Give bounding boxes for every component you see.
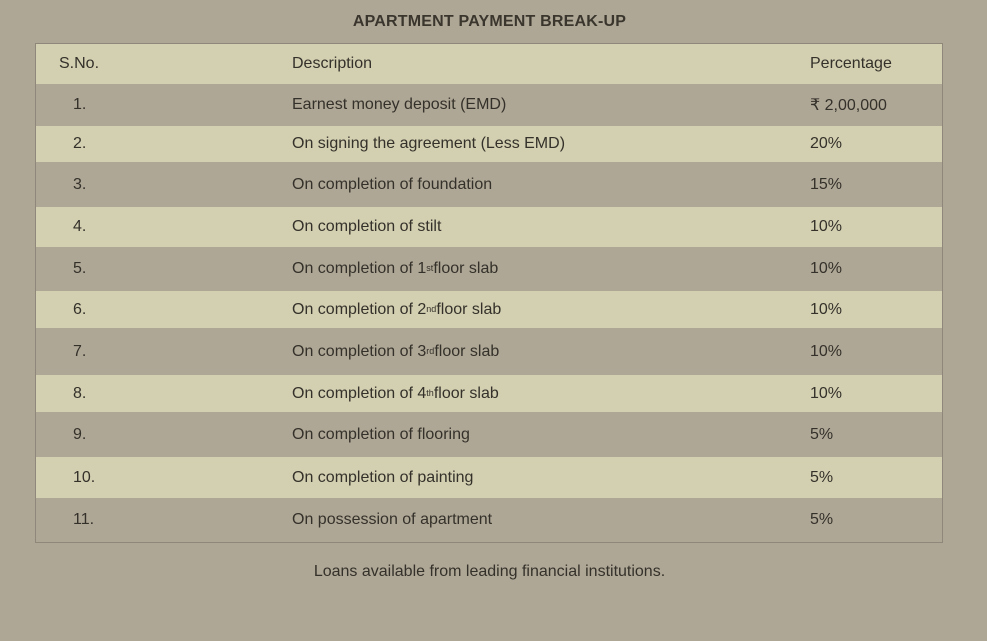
- table-row: [36, 328, 942, 375]
- payment-table: [35, 43, 943, 543]
- row-sno: 1.: [73, 96, 87, 113]
- table-row: [36, 498, 942, 542]
- row-percentage: 5%: [810, 468, 834, 486]
- footer-note: Loans available from leading financial institutions.: [313, 563, 666, 580]
- row-description: On completion of painting: [292, 468, 474, 486]
- row-sno: 6.: [73, 300, 87, 318]
- header-description: Description: [292, 55, 373, 72]
- row-description: On completion of 2 $^{nd}$ floor slab: [292, 300, 502, 318]
- row-percentage: ₹ 2,00,000: [810, 97, 887, 114]
- row-percentage: 10%: [810, 218, 843, 235]
- table-row: [36, 247, 942, 291]
- row-description: On completion of 1 $^{st}$ floor slab: [292, 260, 499, 277]
- table-row: [36, 207, 942, 247]
- header-sno: S.No.: [59, 55, 100, 72]
- row-sno: 5.: [73, 260, 87, 277]
- row-sno: 3.: [73, 175, 87, 193]
- row-sno: 2.: [73, 135, 87, 152]
- table-row: [36, 375, 942, 412]
- row-percentage: 10%: [810, 300, 843, 318]
- table-row: [36, 84, 942, 126]
- row-percentage: 10%: [810, 260, 843, 277]
- row-description: On completion of 3 $^{rd}$ floor slab: [292, 342, 500, 360]
- row-sno: 8.: [73, 384, 87, 402]
- row-sno: 11.: [73, 511, 95, 528]
- row-description: On completion of flooring: [292, 425, 470, 443]
- table-row: [36, 457, 942, 498]
- table-row: [36, 291, 942, 328]
- row-percentage: 5%: [810, 425, 834, 443]
- row-description: On completion of stilt: [292, 218, 442, 235]
- table-header-row: [36, 44, 942, 84]
- row-percentage: 20%: [810, 135, 843, 152]
- row-sno: 10.: [73, 468, 96, 486]
- row-percentage: 15%: [810, 175, 843, 193]
- table-row: [36, 162, 942, 207]
- table-row: [36, 412, 942, 457]
- row-description: On possession of apartment: [292, 511, 493, 528]
- row-percentage: 10%: [810, 384, 843, 402]
- row-percentage: 10%: [810, 342, 843, 360]
- row-sno: 9.: [73, 425, 87, 443]
- row-percentage: 5%: [810, 511, 834, 528]
- table-row: [36, 126, 942, 162]
- page-title: APARTMENT PAYMENT BREAK-UP: [352, 13, 627, 30]
- row-sno: 7.: [73, 342, 87, 360]
- row-description: On signing the agreement (Less EMD): [292, 135, 566, 152]
- row-description: On completion of foundation: [292, 175, 493, 193]
- row-sno: 4.: [73, 218, 87, 235]
- row-description: On completion of 4 $^{th}$ floor slab: [292, 384, 499, 402]
- row-description: Earnest money deposit (EMD): [292, 96, 507, 113]
- header-percentage: Percentage: [810, 55, 892, 72]
